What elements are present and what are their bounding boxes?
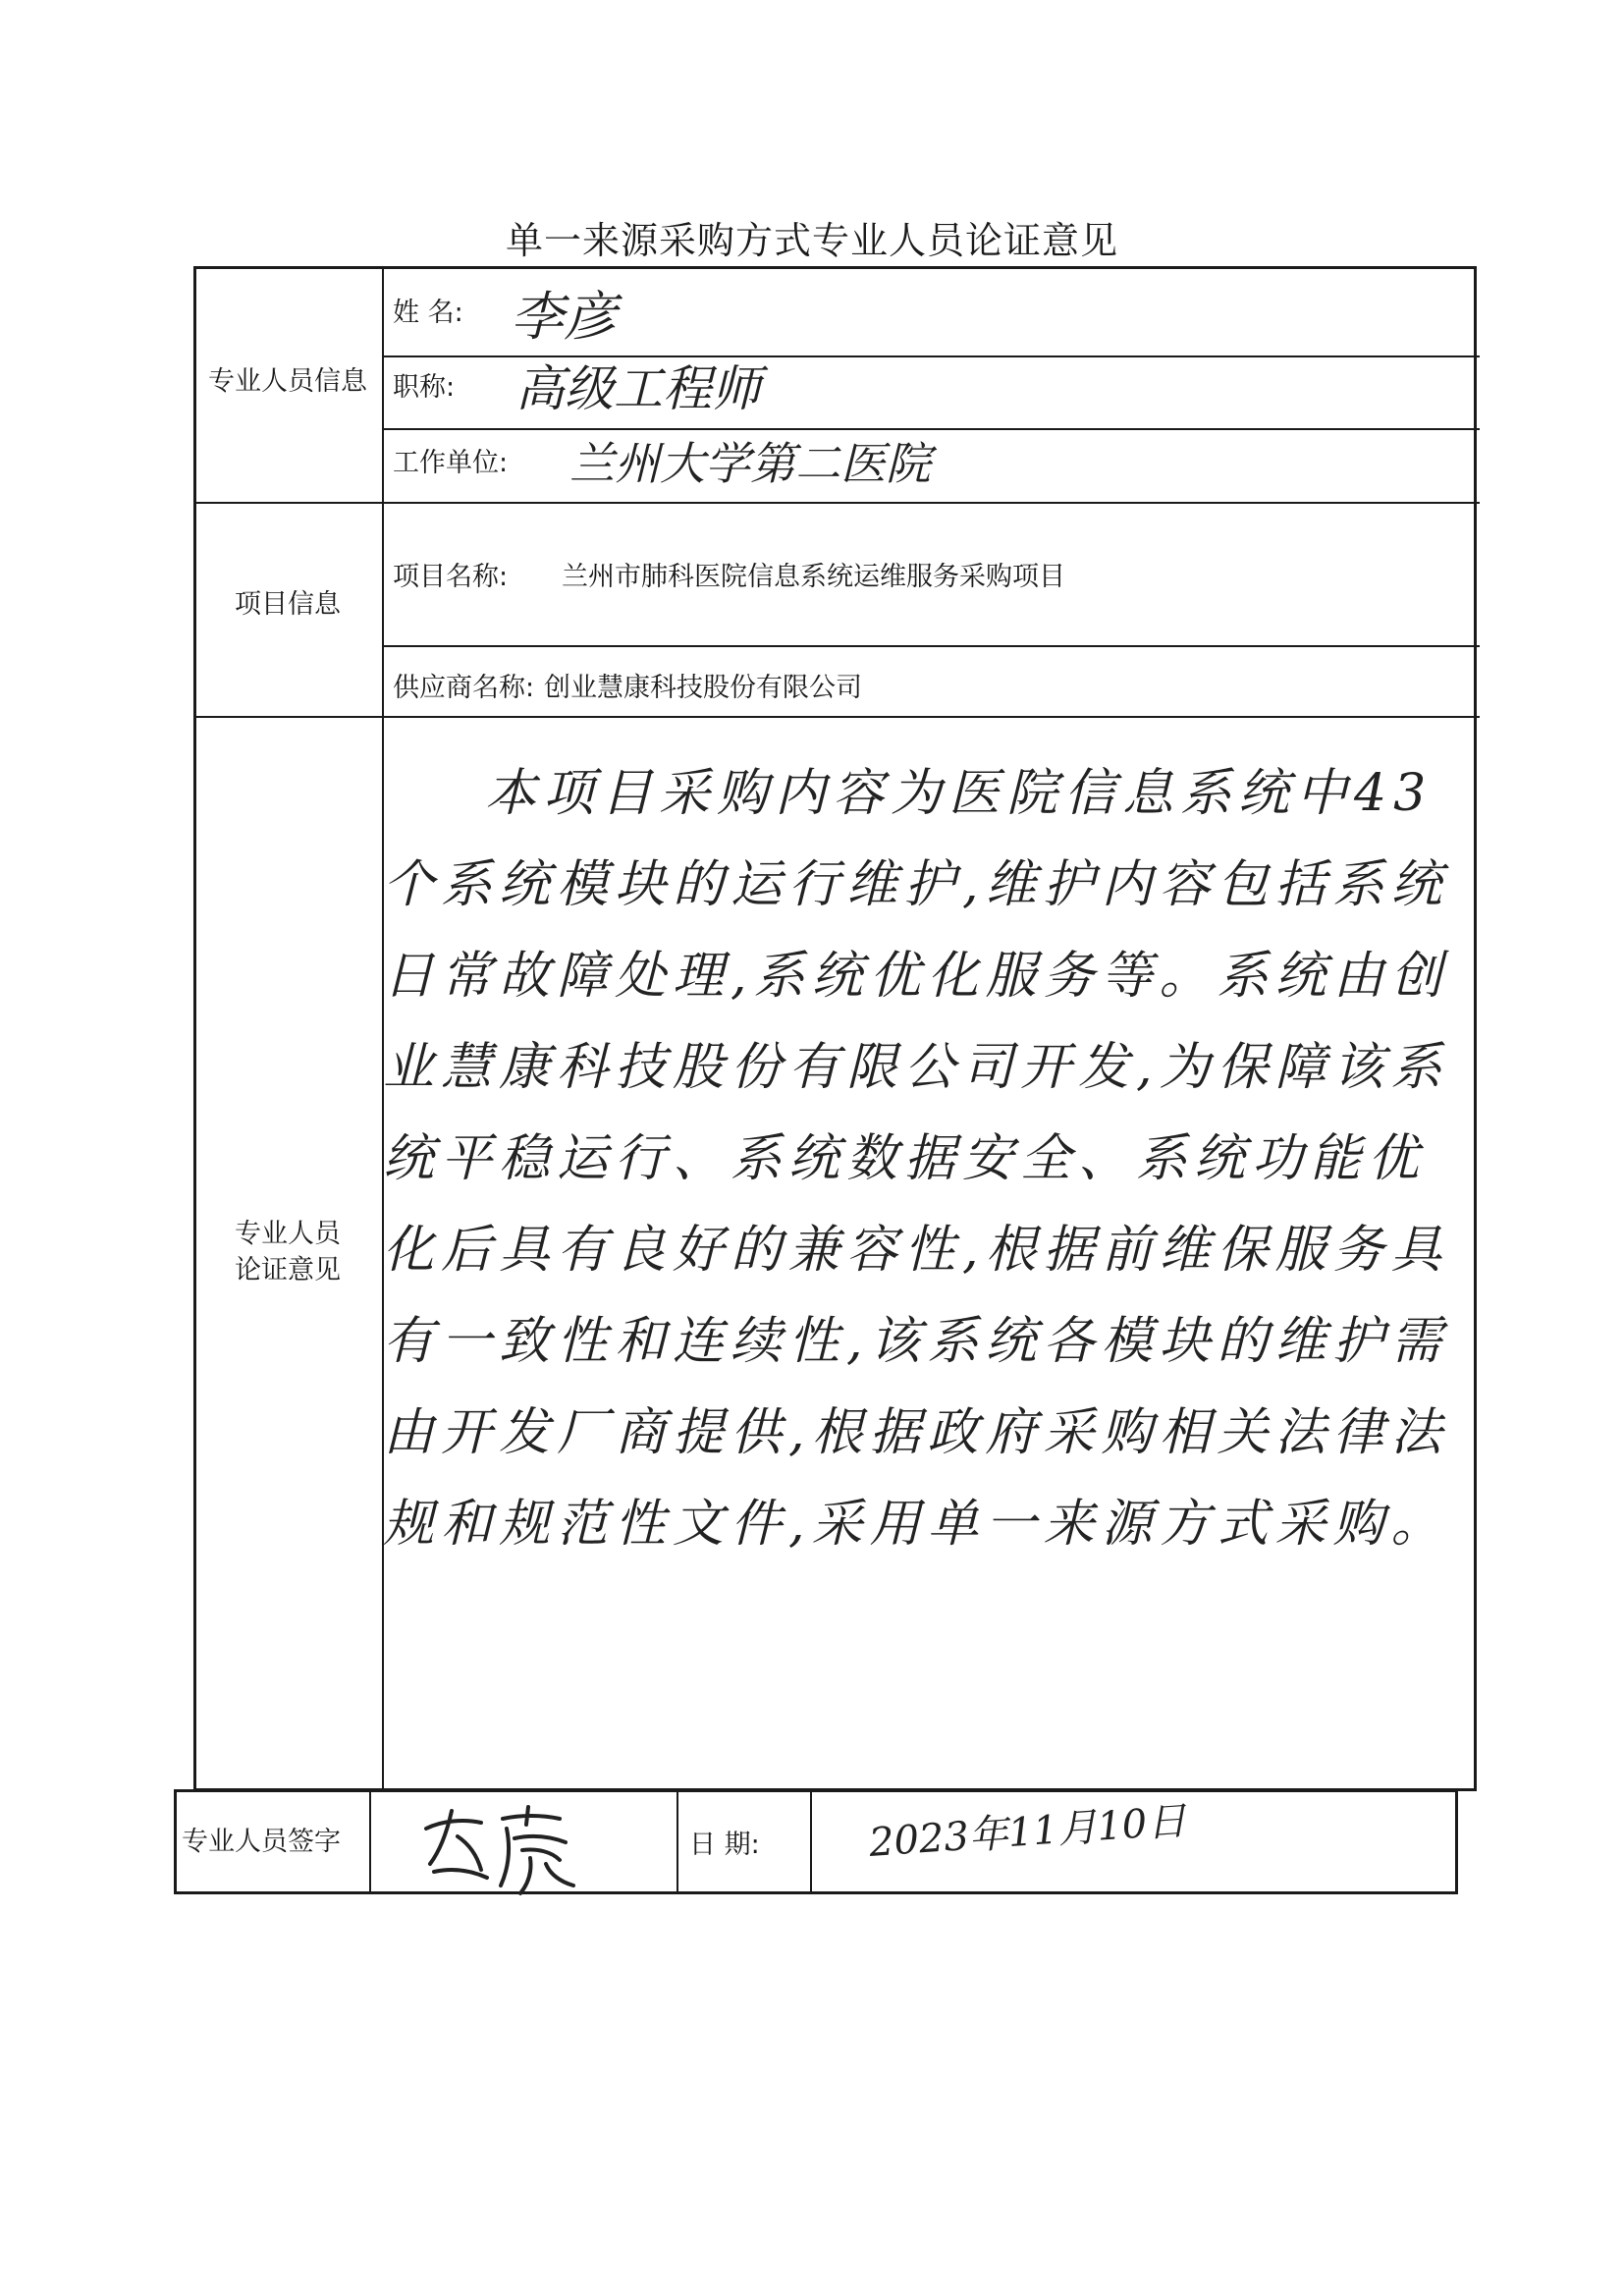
supplier-value: 创业慧康科技股份有限公司 bbox=[544, 673, 862, 703]
date-label: 日 期: bbox=[689, 1830, 760, 1860]
name-label: 姓 名: bbox=[393, 298, 463, 328]
signature-label: 专业人员签字 bbox=[182, 1827, 341, 1857]
signature-image bbox=[412, 1799, 589, 1897]
date-value: 2023年11月10日 bbox=[867, 1798, 1188, 1866]
unit-label: 工作单位: bbox=[393, 448, 509, 478]
project-name-value: 兰州市肺科医院信息系统运维服务采购项目 bbox=[562, 562, 1065, 592]
name-value: 李彦 bbox=[511, 286, 617, 348]
title-label: 职称: bbox=[393, 372, 456, 403]
opinion-section-label bbox=[195, 1216, 380, 1288]
signature-table bbox=[174, 1789, 1458, 1894]
unit-value: 兰州大学第二医院 bbox=[569, 437, 931, 490]
opinion-label-line1: 专业人员 bbox=[235, 1219, 341, 1249]
personnel-section-label: 专业人员信息 bbox=[208, 366, 367, 397]
opinion-label-line2: 论证意见 bbox=[235, 1255, 341, 1285]
project-name-label: 项目名称: bbox=[393, 562, 509, 592]
supplier-label: 供应商名称: bbox=[393, 673, 535, 703]
document-title: 单一来源采购方式专业人员论证意见 bbox=[505, 219, 1118, 262]
project-section-label: 项目信息 bbox=[235, 589, 341, 620]
title-value: 高级工程师 bbox=[515, 360, 761, 417]
opinion-text: 本项目采购内容为医院信息系统中43个系统模块的运行维护,维护内容包括系统日常故障处理,系统优化服务等。系统由创业慧康科技股份有限公司开发,为保障该系统平稳运行、系统数据安全、系统功能优化后具有良好的兼容性,根据前维保服务具有一致性和连续性,该系统各模块的维护需由开发厂商提供,根据政府采购相关法律法规和规范性文件,采用单一来源方式采购。 bbox=[383, 764, 1449, 1554]
